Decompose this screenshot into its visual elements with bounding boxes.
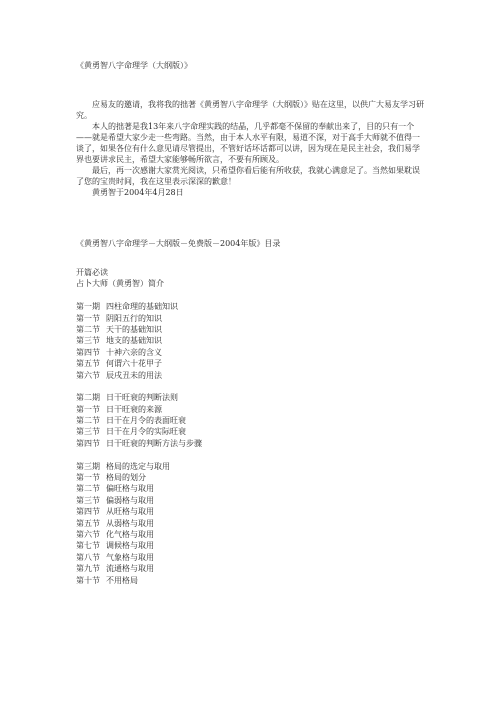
section-item: [76, 347, 416, 358]
section-number: 第三节: [76, 495, 100, 505]
section-number: 第二节: [76, 416, 100, 426]
section-title: 何谓六十花甲子: [106, 359, 162, 369]
section-number: 第一节: [76, 313, 100, 323]
section-number: 第一节: [76, 404, 100, 414]
section-title: 日干在月令的实际旺衰: [106, 427, 186, 437]
section-title: 从弱格与取用: [106, 518, 154, 528]
section-number: 第七节: [76, 541, 100, 551]
section-item: [76, 575, 416, 586]
section-item: [76, 404, 416, 415]
section-title: 调候格与取用: [106, 541, 154, 551]
chapter-heading: [76, 461, 416, 472]
toc-intro-item: 占卜大师（黄勇智）简介: [76, 279, 164, 289]
section-title: 气象格与取用: [106, 552, 154, 562]
section-item: [76, 483, 416, 494]
chapter-heading: [76, 392, 416, 403]
section-number: 第二节: [76, 484, 100, 494]
section-title: 化气格与取用: [106, 529, 154, 539]
section-item: [76, 335, 416, 346]
section-title: 不用格局: [106, 575, 138, 585]
section-item: [76, 438, 416, 449]
preface-paragraph: 最后，再一次感谢大家赏光阅读，只希望你看后能有所收获，我就心满意足了。当然如果耽误了您的宝贵时间，我在这里表示深深的歉意！: [76, 166, 420, 186]
preface-paragraph: 本人的拙著是我13年来八字命理实践的结晶，几乎都毫不保留的奉献出来了，目的只有一个——就是希望大家少走一些弯路。当然，由于本人水平有限，易道不深，对于高手大师就不值得一谈了，如果各位有什么意见请尽管提出，不管好话坏话都可以讲，因为现在是民主社会，我们易学界也要讲求民主，希望大家能够畅所欲言，不要有所顾及。: [76, 122, 420, 164]
toc-title: 《黄勇智八字命理学－大纲版－免费版－2004年版》目录: [76, 239, 281, 248]
document-title: 《黄勇智八字命理学（大纲版）》: [76, 61, 192, 70]
section-item: [76, 529, 416, 540]
section-item: [76, 495, 416, 506]
section-title: 从旺格与取用: [106, 507, 154, 517]
section-item: [76, 313, 416, 324]
preface: [76, 99, 425, 198]
section-number: 第五节: [76, 518, 100, 528]
section-number: 第八节: [76, 552, 100, 562]
chapter-number: 第三期: [76, 461, 100, 471]
section-number: 第四节: [76, 347, 100, 357]
section-item: [76, 472, 416, 483]
section-item: [76, 506, 416, 517]
section-title: 偏旺格与取用: [106, 484, 154, 494]
section-number: 第一节: [76, 473, 100, 483]
section-number: 第四节: [76, 507, 100, 517]
chapter-title: 日干旺衰的判断法则: [106, 393, 178, 403]
preface-signature: 黄勇智于2004年4月28日: [92, 188, 184, 197]
section-title: 日干在月令的表面旺衰: [106, 416, 186, 426]
section-title: 天干的基础知识: [106, 324, 162, 334]
table-of-contents: [76, 267, 416, 586]
section-item: [76, 563, 416, 574]
section-number: 第四节: [76, 438, 100, 448]
section-item: [76, 552, 416, 563]
section-number: 第三节: [76, 336, 100, 346]
section-title: 十神六亲的含义: [106, 347, 162, 357]
section-number: 第十节: [76, 575, 100, 585]
section-item: [76, 415, 416, 426]
section-item: [76, 518, 416, 529]
section-title: 偏弱格与取用: [106, 495, 154, 505]
chapter-number: 第一期: [76, 302, 100, 312]
section-title: 日干旺衰的来源: [106, 404, 162, 414]
section-title: 辰戌丑未的用法: [106, 370, 162, 380]
section-title: 地支的基础知识: [106, 336, 162, 346]
preface-paragraph: 应易友的邀请，我将我的拙著《黄勇智八字命理学（大纲版）》贴在这里，以供广大易友学习研究。: [76, 100, 424, 120]
section-item: [76, 426, 416, 437]
section-title: 日干旺衰的判断方法与步骤: [106, 438, 202, 448]
section-item: [76, 370, 416, 381]
section-number: 第六节: [76, 370, 100, 380]
toc-intro-item: 开篇必读: [76, 268, 108, 277]
chapter-heading: [76, 301, 416, 312]
section-number: 第五节: [76, 359, 100, 369]
chapter-title: 四柱命理的基础知识: [106, 302, 178, 312]
section-title: 流通格与取用: [106, 564, 154, 574]
section-number: 第二节: [76, 324, 100, 334]
section-item: [76, 540, 416, 551]
section-item: [76, 358, 416, 369]
chapter-number: 第二期: [76, 393, 100, 403]
chapter-title: 格局的选定与取用: [106, 461, 170, 471]
section-number: 第三节: [76, 427, 100, 437]
section-number: 第六节: [76, 529, 100, 539]
section-item: [76, 324, 416, 335]
section-number: 第九节: [76, 564, 100, 574]
section-title: 格局的划分: [106, 473, 146, 483]
section-title: 阴阳五行的知识: [106, 313, 162, 323]
